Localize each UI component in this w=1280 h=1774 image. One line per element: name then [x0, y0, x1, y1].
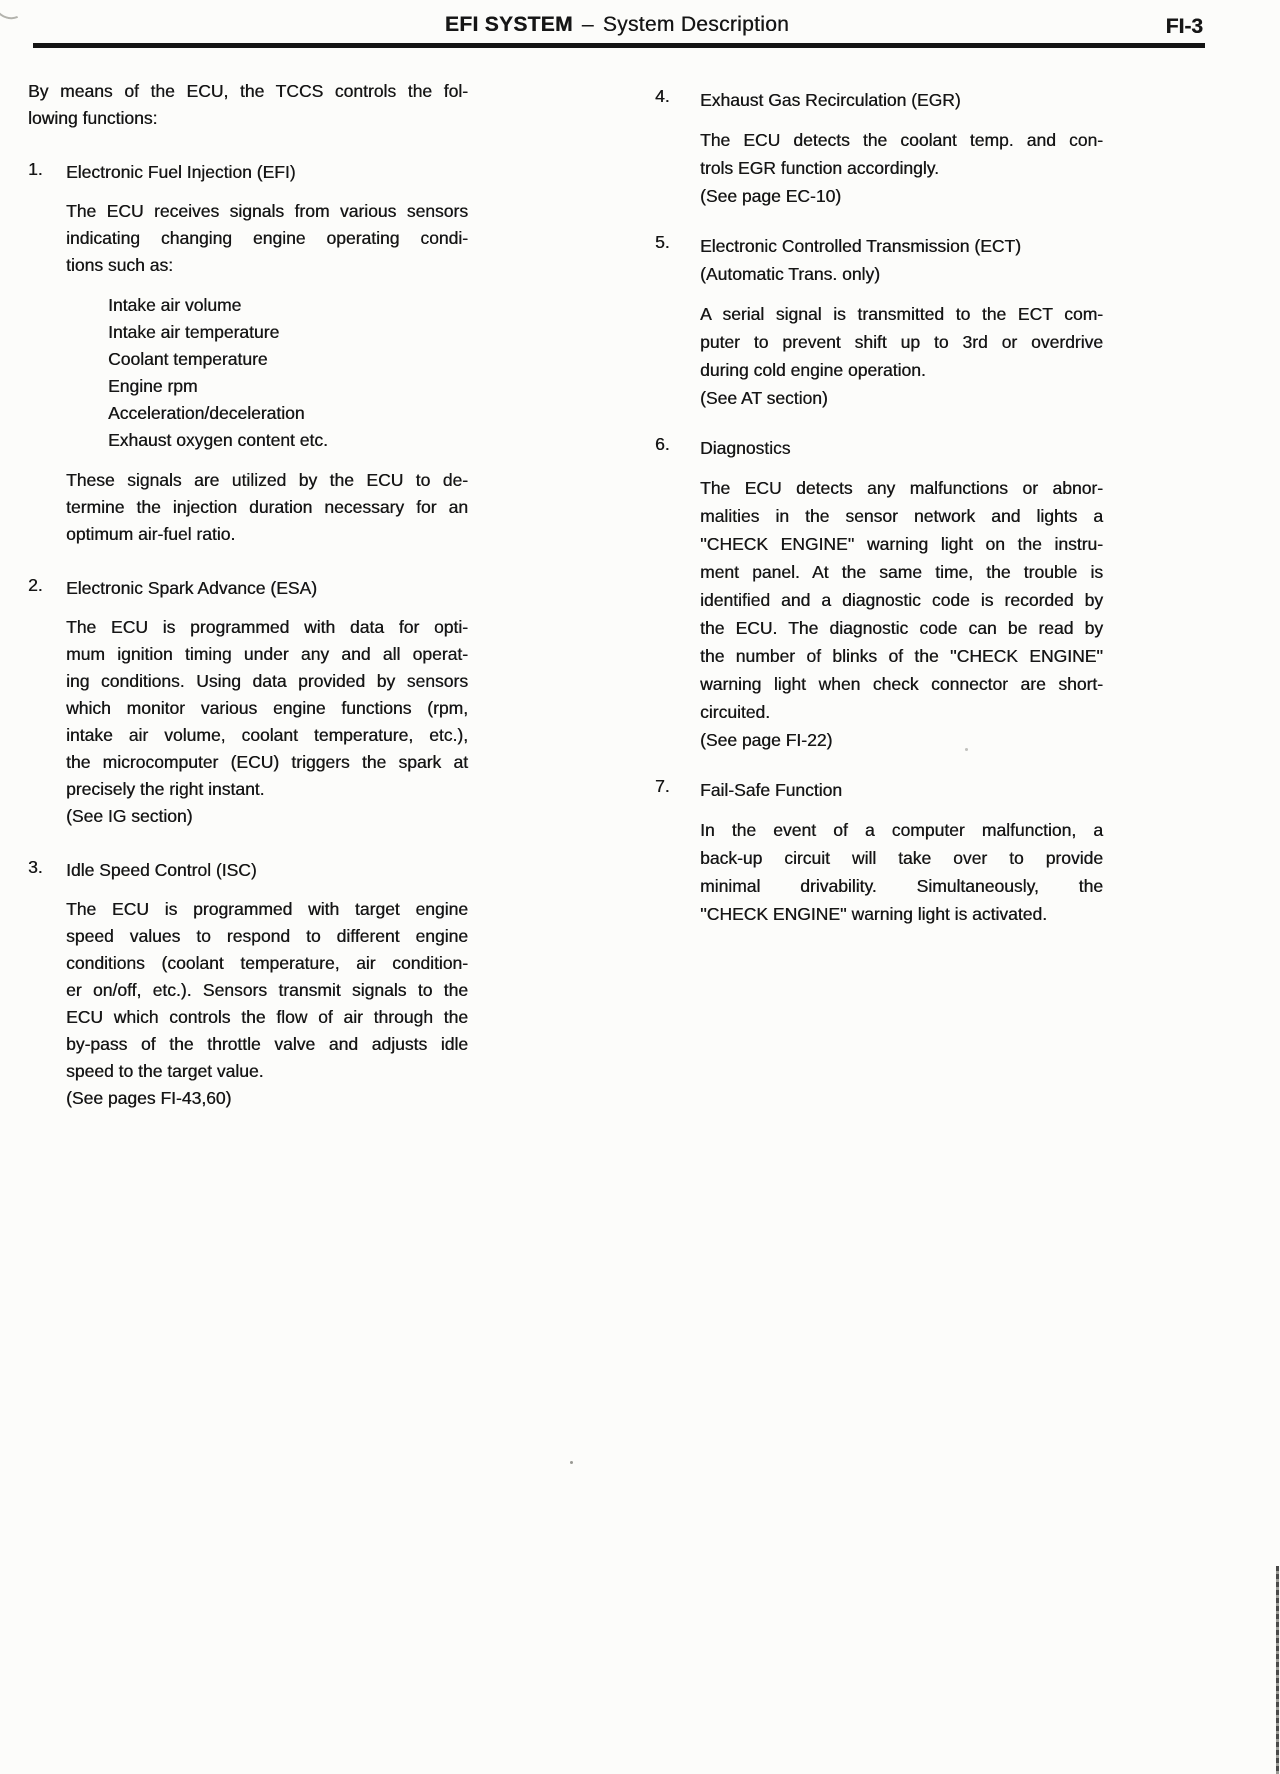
scan-artifact-strip — [1276, 1566, 1279, 1774]
text-line: optimum air-fuel ratio. — [66, 524, 236, 544]
text-line: Acceleration/deceleration — [108, 403, 305, 423]
section-title-line: Electronic Controlled Transmission (ECT) — [700, 236, 1021, 256]
scan-speck — [965, 748, 968, 751]
sensor-signal-list — [108, 292, 468, 454]
text-line: the number of blinks of the ''CHECK ENGINE'' — [700, 646, 1103, 666]
text-line: (See IG section) — [66, 806, 193, 826]
text-line: Coolant temperature — [108, 349, 268, 369]
section-title-line: (Automatic Trans. only) — [700, 264, 880, 284]
text-line: which monitor various engine functions (rpm, — [66, 698, 468, 718]
paragraph — [700, 126, 1103, 210]
text-line: trols EGR function accordingly. — [700, 158, 939, 178]
intro-paragraph — [28, 78, 468, 132]
text-line: the microcomputer (ECU) triggers the spark at — [66, 752, 468, 772]
page-number: FI-3 — [1165, 15, 1203, 38]
text-line: by-pass of the throttle valve and adjusts idle — [66, 1034, 468, 1054]
text-line: termine the injection duration necessary for an — [66, 497, 468, 517]
section-title-line: Electronic Fuel Injection (EFI) — [66, 162, 296, 182]
section — [28, 857, 468, 1112]
text-line: conditions (coolant temperature, air condition- — [66, 953, 468, 973]
text-line: Engine rpm — [108, 376, 198, 396]
text-line: By means of the ECU, the TCCS controls the fol- — [28, 81, 468, 101]
text-line: during cold engine operation. — [700, 360, 926, 380]
section — [655, 232, 1103, 412]
text-line: Intake air temperature — [108, 322, 280, 342]
text-line: speed to the target value. — [66, 1061, 264, 1081]
section — [655, 86, 1103, 210]
text-line: intake air volume, coolant temperature, etc.), — [66, 725, 468, 745]
right-column — [655, 86, 1103, 928]
section-number: 2. — [28, 575, 43, 595]
section-title-line: Diagnostics — [700, 438, 791, 458]
section-number: 7. — [655, 776, 670, 796]
section — [28, 575, 468, 830]
section-title-line: Fail-Safe Function — [700, 780, 843, 800]
text-line: mum ignition timing under any and all operat- — [66, 644, 468, 664]
paragraph — [66, 614, 468, 830]
text-line: the ECU. The diagnostic code can be read by — [700, 618, 1103, 638]
text-line: The ECU detects any malfunctions or abnor- — [700, 478, 1103, 498]
section-title-line: Electronic Spark Advance (ESA) — [66, 578, 317, 598]
text-line: lowing functions: — [28, 108, 158, 128]
text-line: Intake air volume — [108, 295, 242, 315]
section-title — [66, 159, 468, 186]
text-line: speed values to respond to different engine — [66, 926, 468, 946]
section-title — [66, 575, 468, 602]
text-line: (See page FI-22) — [700, 730, 833, 750]
text-line: precisely the right instant. — [66, 779, 265, 799]
text-line: warning light when check connector are short- — [700, 674, 1103, 694]
section — [655, 776, 1103, 928]
paragraph — [66, 896, 468, 1112]
section-title — [700, 434, 1103, 462]
text-line: ing conditions. Using data provided by sensors — [66, 671, 468, 691]
text-line: The ECU receives signals from various sensors — [66, 201, 468, 221]
text-line: ECU which controls the flow of air through the — [66, 1007, 468, 1027]
text-line: A serial signal is transmitted to the ECT com- — [700, 304, 1103, 324]
paragraph — [700, 474, 1103, 754]
section — [28, 159, 468, 548]
text-line: (See pages FI-43,60) — [66, 1088, 232, 1108]
left-column — [28, 78, 468, 1112]
text-line: circuited. — [700, 702, 771, 722]
section-number: 6. — [655, 434, 670, 454]
section-title — [66, 857, 468, 884]
header-rule — [33, 43, 1205, 48]
header-section-name: EFI SYSTEM — [444, 13, 573, 36]
text-line: The ECU is programmed with data for opti- — [66, 617, 468, 637]
text-line: malities in the sensor network and lights a — [700, 506, 1103, 526]
section-title — [700, 86, 1103, 114]
text-line: indicating changing engine operating condi- — [66, 228, 468, 248]
header-subtitle: System Description — [602, 13, 790, 36]
header-separator: – — [581, 13, 594, 36]
text-line: puter to prevent shift up to 3rd or overdrive — [700, 332, 1103, 352]
section-title-line: Exhaust Gas Recirculation (EGR) — [700, 90, 961, 110]
text-line: The ECU is programmed with target engine — [66, 899, 468, 919]
section-number: 5. — [655, 232, 670, 252]
section-number: 3. — [28, 857, 43, 877]
section-number: 4. — [655, 86, 670, 106]
page-curl-artifact — [0, 0, 30, 23]
text-line: minimal drivability. Simultaneously, the — [700, 876, 1103, 896]
text-line: identified and a diagnostic code is recorded by — [700, 590, 1103, 610]
text-line: (See AT section) — [700, 388, 828, 408]
text-line: In the event of a computer malfunction, a — [700, 820, 1103, 840]
text-line: These signals are utilized by the ECU to de- — [66, 470, 468, 490]
paragraph — [66, 467, 468, 548]
section — [655, 434, 1103, 754]
scan-speck — [570, 1461, 573, 1464]
text-line: ''CHECK ENGINE'' warning light on the instru- — [700, 534, 1103, 554]
text-line: The ECU detects the coolant temp. and con- — [700, 130, 1103, 150]
text-line: ''CHECK ENGINE'' warning light is activated. — [700, 904, 1047, 924]
section-title — [700, 232, 1103, 288]
section-number: 1. — [28, 159, 43, 179]
text-line: tions such as: — [66, 255, 173, 275]
text-line: Exhaust oxygen content etc. — [108, 430, 328, 450]
text-line: ment panel. At the same time, the trouble is — [700, 562, 1103, 582]
paragraph — [700, 816, 1103, 928]
text-line: back-up circuit will take over to provide — [700, 848, 1103, 868]
paragraph — [700, 300, 1103, 412]
section-title — [700, 776, 1103, 804]
text-line: er on/off, etc.). Sensors transmit signals to the — [66, 980, 468, 1000]
paragraph — [66, 198, 468, 279]
page-header-title — [445, 13, 789, 37]
text-line: (See page EC-10) — [700, 186, 842, 206]
section-title-line: Idle Speed Control (ISC) — [66, 860, 257, 880]
